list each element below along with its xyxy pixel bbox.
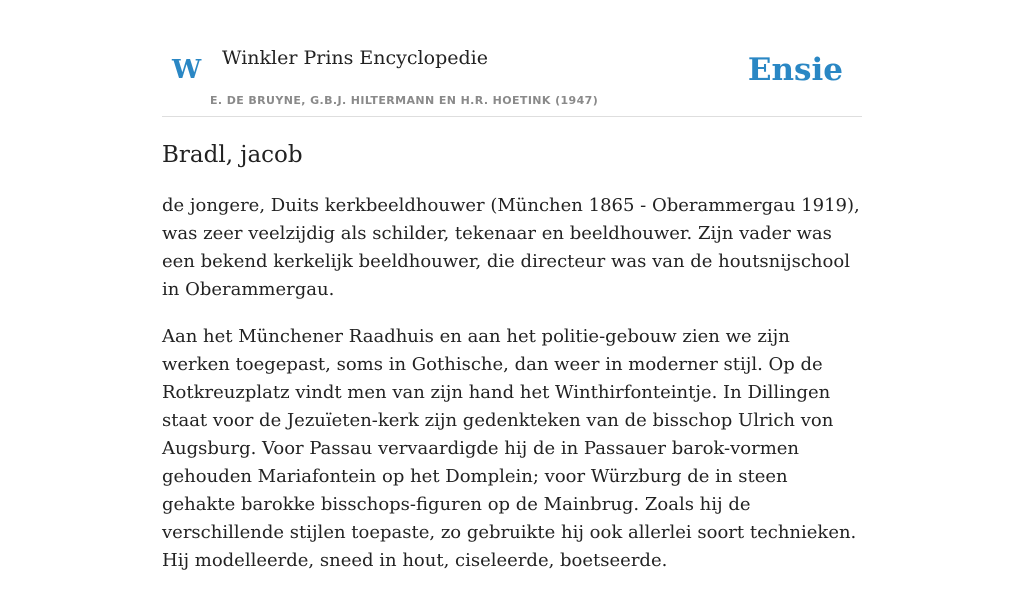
ensie-logo-link[interactable]: Ensie xyxy=(747,52,843,88)
article-body xyxy=(162,192,862,594)
article-paragraph-2: Aan het Münchener Raadhuis en aan het politie-gebouw zien we zijn werken toegepast, soms in Gothische, dan weer in moderner stijl. Op de Rotkreuzplatz vindt men van zijn hand het Winthirfonteintje. In Dillingen staat voor de Jezuïeten-kerk zijn gedenkteken van de bisschop Ulrich von Augsburg. Voor Passau vervaardigde hij de in Passauer barok-vormen gehouden Mariafontein op het Domplein; voor Würzburg de in steen gehakte barokke bisschops-figuren op de Mainbrug. Zoals hij de verschillende stijlen toepaste, zo gebruikte hij ook allerlei soort technieken. Hij modelleerde, sneed in hout, ciseleerde, boetseerde. xyxy=(162,326,857,571)
winkler-prins-logo-icon[interactable]: W xyxy=(172,55,202,85)
source-authors: E. DE BRUYNE, G.B.J. HILTERMANN EN H.R. HOETINK (1947) xyxy=(210,94,599,107)
source-title[interactable]: Winkler Prins Encyclopedie xyxy=(222,47,488,69)
article-title: Bradl, jacob xyxy=(162,142,303,168)
page xyxy=(162,0,862,571)
source-header xyxy=(162,0,862,117)
article-paragraph-1: de jongere, Duits kerkbeeldhouwer (München 1865 - Oberammergau 1919), was zeer veelzijdig als schilder, tekenaar en beeldhouwer. Zijn vader was een bekend kerkelijk beeldhouwer, die directeur was van de houtsnijschool in Oberammergau. xyxy=(162,195,860,300)
